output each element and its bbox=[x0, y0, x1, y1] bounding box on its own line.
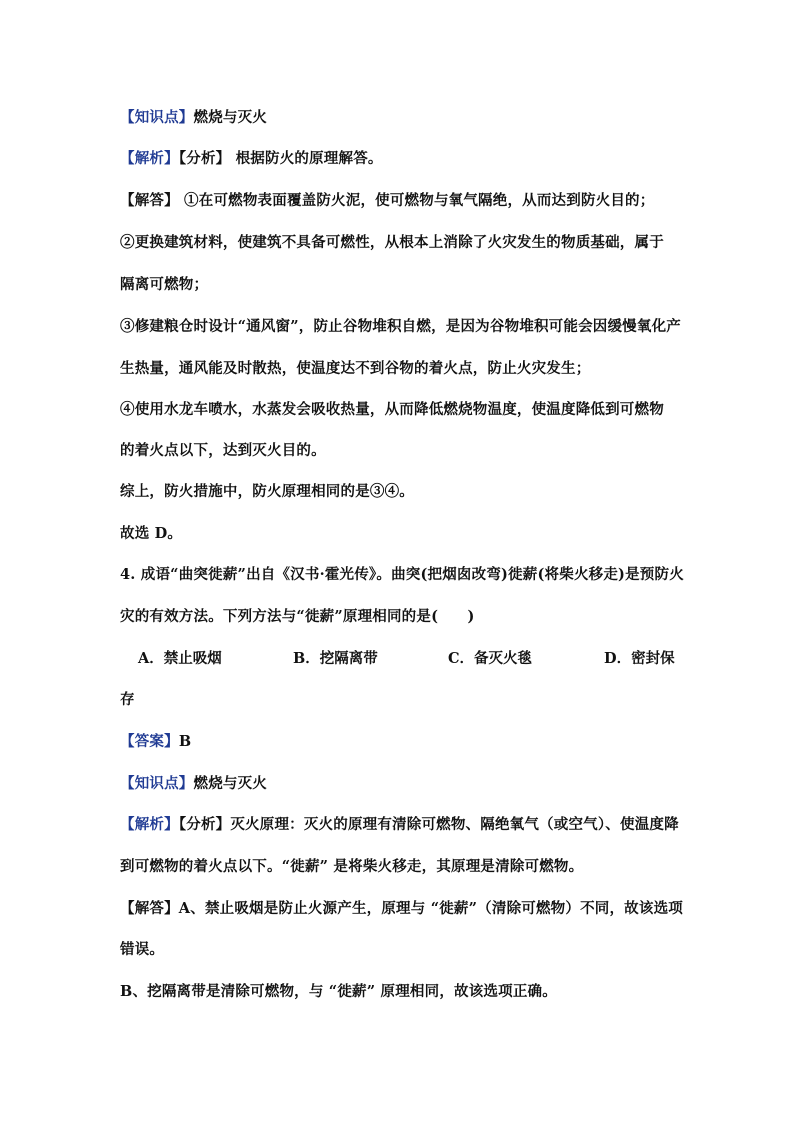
summary-line: 综上，防火措施中，防火原理相同的是③④。 bbox=[120, 483, 414, 500]
choice-line: 故选 D。 bbox=[120, 525, 183, 542]
knowledge-point-line bbox=[120, 108, 680, 128]
analysis-line-2b: 到可燃物的着火点以下。“徙薪” 是将柴火移走，其原理是清除可燃物。 bbox=[120, 858, 584, 875]
answer-text: B bbox=[178, 733, 192, 750]
knowledge-point-tag-2: 【知识点】 bbox=[120, 775, 194, 792]
option-d: D．密封保 bbox=[604, 650, 675, 667]
option-b: B．挖隔离带 bbox=[293, 650, 378, 667]
solution-line-6: ④使用水龙车喷水，水蒸发会吸收热量，从而降低燃烧物温度，使温度降低到可燃物 bbox=[120, 401, 664, 418]
solution-line-3: 隔离可燃物； bbox=[120, 276, 209, 293]
solution-line-4: ③修建粮仓时设计“通风窗”，防止谷物堆积自燃，是因为谷物堆积可能会因缓慢氧化产 bbox=[120, 318, 681, 335]
analysis-tag-2: 【解析】 bbox=[120, 816, 179, 833]
solution-line: 【解答】 ①在可燃物表面覆盖防火泥，使可燃物与氧气隔绝，从而达到防火目的； bbox=[120, 192, 655, 209]
solution-line-7: 的着火点以下，达到灭火目的。 bbox=[120, 442, 326, 459]
solution-line-5: 生热量，通风能及时散热，使温度达不到谷物的着火点，防止火灾发生； bbox=[120, 360, 591, 377]
analysis-line bbox=[120, 149, 680, 169]
analysis-text-2: 【分析】灭火原理：灭火的原理有清除可燃物、隔绝氧气（或空气）、使温度降 bbox=[178, 816, 679, 833]
question-line-2: 灾的有效方法。下列方法与“徙薪”原理相同的是( ) bbox=[120, 608, 475, 625]
option-a: A．禁止吸烟 bbox=[138, 650, 222, 667]
knowledge-point-text-2: 燃烧与灭火 bbox=[193, 775, 267, 792]
analysis-text: 【分析】 根据防火的原理解答。 bbox=[178, 150, 383, 167]
question-line-1: 4. 成语“曲突徙薪”出自《汉书·霍光传》。曲突(把烟囱改弯)徙薪(将柴火移走)是预防火 bbox=[120, 566, 684, 583]
solution-line-b2: 错误。 bbox=[120, 941, 165, 958]
answer-line bbox=[120, 732, 680, 752]
answer-tag: 【答案】 bbox=[120, 733, 179, 750]
solution-line-2: ②更换建筑材料，使建筑不具备可燃性，从根本上消除了火灾发生的物质基础，属于 bbox=[120, 234, 664, 251]
option-d-wrap: 存 bbox=[120, 691, 135, 708]
option-c: C．备灭火毯 bbox=[448, 650, 533, 667]
analysis-line-2 bbox=[120, 815, 680, 835]
analysis-tag: 【解析】 bbox=[120, 150, 179, 167]
solution-line-b1: 【解答】A、禁止吸烟是防止火源产生，原理与 “徙薪”（清除可燃物）不同，故该选项 bbox=[120, 900, 683, 917]
knowledge-point-line-2 bbox=[120, 774, 680, 794]
knowledge-point-text: 燃烧与灭火 bbox=[193, 109, 267, 126]
solution-line-b3: B、挖隔离带是清除可燃物，与 “徙薪” 原理相同，故该选项正确。 bbox=[120, 983, 557, 1000]
knowledge-point-tag: 【知识点】 bbox=[120, 109, 194, 126]
